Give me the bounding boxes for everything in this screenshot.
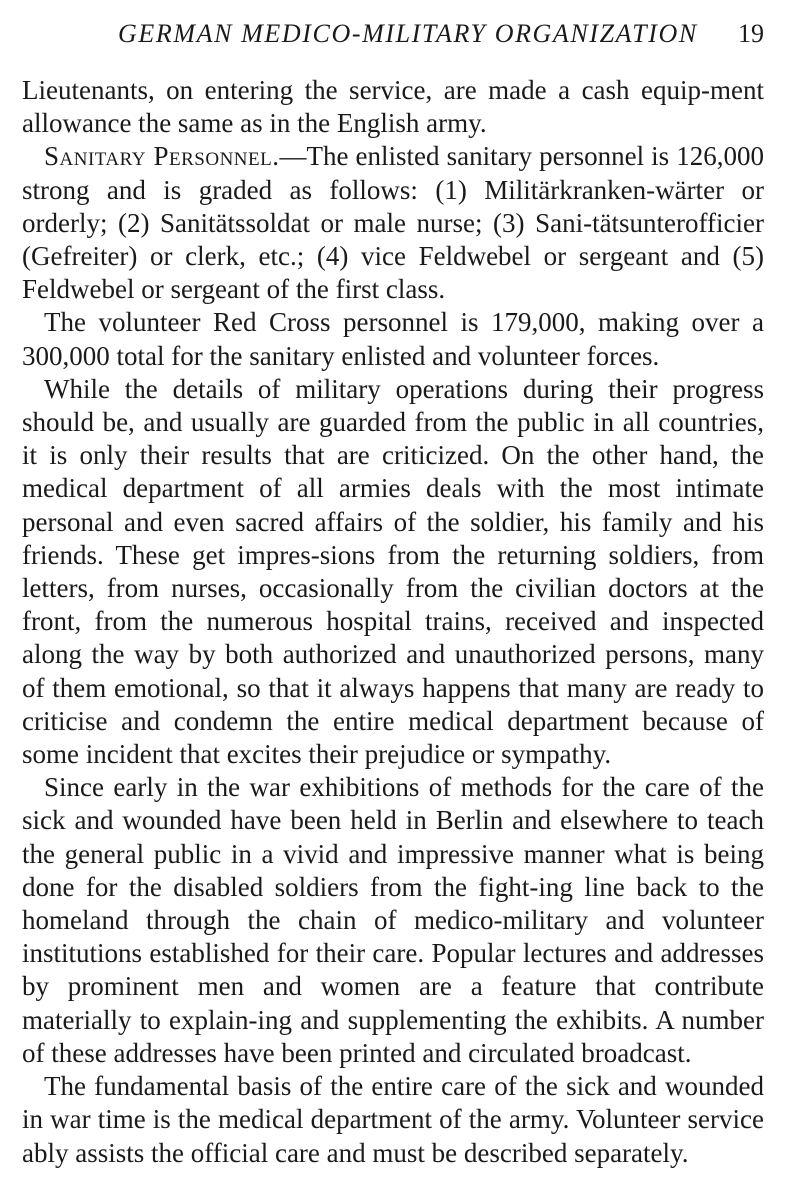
paragraph-fundamental-basis: The fundamental basis of the entire care of the sick and wounded in war time is the medical department of the army. Volunteer service ably assists the official care and must be described separately. (22, 1071, 764, 1168)
paragraph-sanitary-personnel (22, 140, 764, 306)
body-text (22, 74, 764, 1170)
page-number: 19 (738, 19, 764, 48)
paragraph-exhibitions: Since early in the war exhibitions of methods for the care of the sick and wounded have been held in Berlin and elsewhere to teach the general public in a vivid and impressive manner what is being done for the disabled soldiers from the fight-ing line back to the homeland through the chain of medico-military and volunteer institutions established for their care. Popular lectures and addresses by prominent men and women are a feature that contribute materially to explain-ing and supplementing the exhibits. A number of these addresses have been printed and circulated broadcast. (22, 772, 764, 1068)
section-heading-sanitary-personnel: Sanitary Personnel. (44, 141, 280, 172)
paragraph-red-cross: The volunteer Red Cross personnel is 179,000, making over a 300,000 total for the sanitary enlisted and volunteer forces. (22, 307, 764, 371)
paragraph-allowance: Lieutenants, on entering the service, are made a cash equip-ment allowance the same as in the English army. (22, 75, 764, 139)
running-title: GERMAN MEDICO-MILITARY ORGANIZATION (118, 19, 698, 48)
paragraph-medical-criticism: While the details of military operations during their progress should be, and usually are guarded from the public in all countries, it is only their results that are criticized. On the other hand, the medical department of all armies deals with the most intimate personal and even sacred affairs of the soldier, his family and his friends. These get impres-sions from the returning soldiers, from letters, from nurses, occasionally from the civilian doctors at the front, from the numerous hospital trains, received and inspected along the way by both authorized and unauthorized persons, many of them emotional, so that it always happens that many are ready to criticise and condemn the entire medical department because of some incident that excites their prejudice or sympathy. (22, 373, 764, 770)
paragraph-sanitary-personnel-text: —The enlisted sanitary personnel is 126,000 strong and is graded as follows: (1) Militärkranken-wärter or orderly; (2) Sanitätssoldat or male nurse; (3) Sani-tätsunterofficier (Gefreiter) or clerk, etc.; (4) vice Feldwebel or sergeant and (5) Feldwebel or sergeant of the first class. (22, 141, 764, 305)
running-head (22, 18, 764, 58)
